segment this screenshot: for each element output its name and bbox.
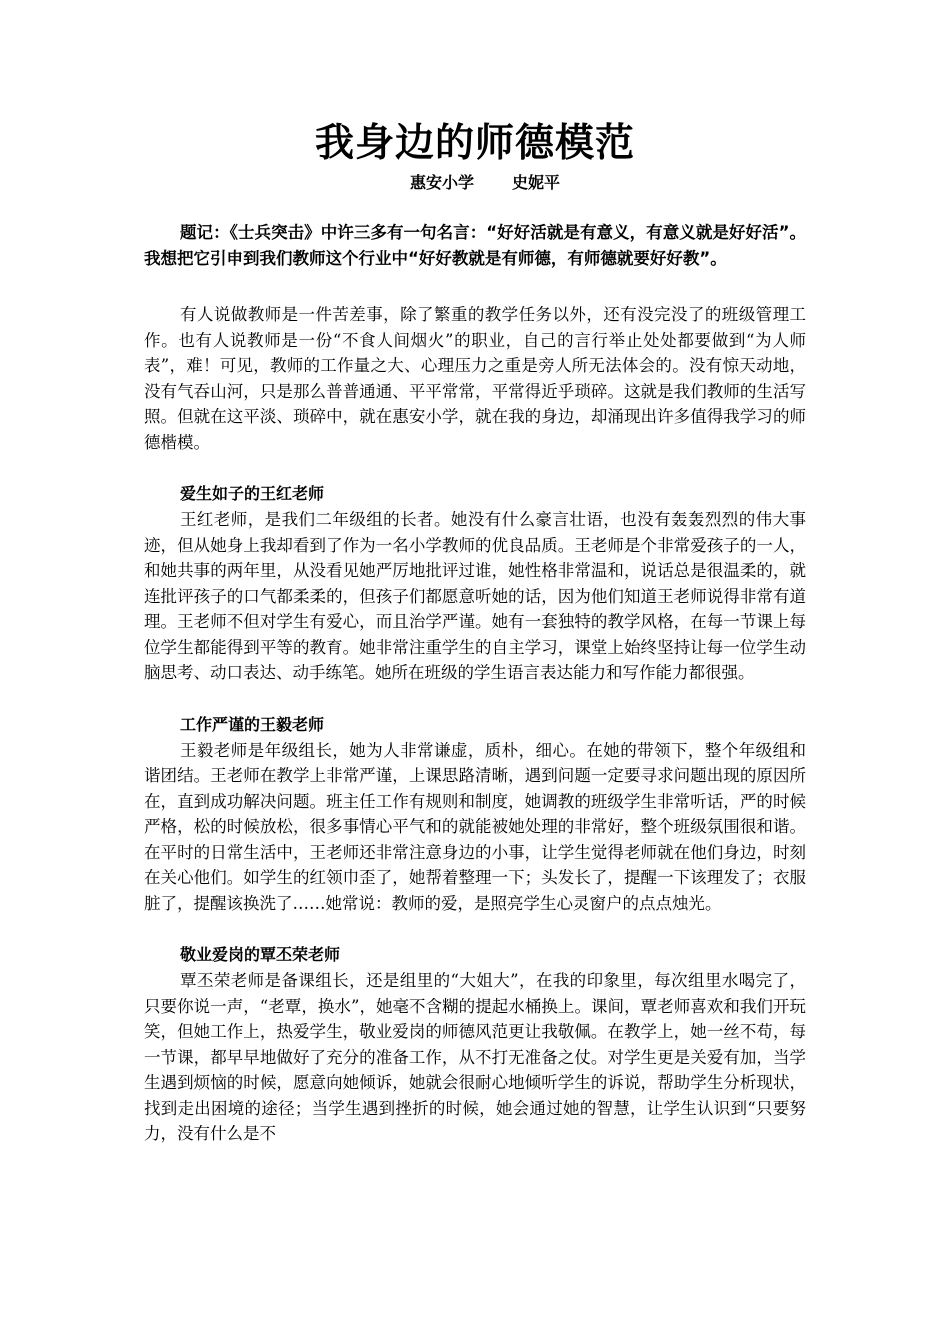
section-qin-pirong: [144, 942, 806, 1147]
byline-author: 史妮平: [512, 173, 561, 192]
section-body: 王毅老师是年级组长，她为人非常谦虚，质朴，细心。在她的带领下，整个年级组和谐团结。王老师在教学上非常严谨，上课思路清晰，遇到问题一定要寻求问题出现的原因所在，直到成功解决问题。班主任工作有规则和制度，她调教的班级学生非常听话，严的时候严格，松的时候放松，很多事情心平气和的就能被她处理的非常好，整个班级氛围很和谐。在平时的日常生活中，王老师还非常注意身边的小事，让学生觉得老师就在他们身边，时刻在关心他们。如学生的红领巾歪了，她帮着整理一下；头发长了，提醒一下该理发了；衣服脏了，提醒该换洗了……她常说：教师的爱，是照亮学生心灵窗户的点点烛光。: [144, 740, 806, 913]
section-heading: 工作严谨的王毅老师: [180, 714, 325, 734]
document-title: 我身边的师德模范: [314, 121, 635, 166]
byline: [144, 170, 806, 196]
section-heading: 敬业爱岗的覃丕荣老师: [180, 945, 341, 964]
section-body: 王红老师，是我们二年级组的长者。她没有什么豪言壮语，也没有轰轰烈烈的伟大事迹，但从她身上我却看到了作为一名小学教师的优良品质。王老师是个非常爱孩子的一人，和她共事的两年里，从没看见她严厉地批评过谁，她性格非常温和，说话总是很温柔的，就连批评孩子的口气都柔柔的，但孩子们都愿意听她的话，因为他们知道王老师说得非常有道理。王老师不但对学生有爱心，而且治学严谨。她有一套独特的教学风格，在每一节课上每位学生都能得到平等的教育。她非常注重学生的自主学习，课堂上始终坚持让每一位学生动脑思考、动口表达、动手练笔。她所在班级的学生语言表达能力和写作能力都很强。: [144, 510, 806, 682]
section-body: 覃丕荣老师是备课组长，还是组里的“大姐大”，在我的印象里，每次组里水喝完了，只要你说一声，“老覃，换水”，她毫不含糊的提起水桶换上。课间，覃老师喜欢和我们开玩笑，但她工作上，热爱学生，敬业爱岗的师德风范更让我敬佩。在教学上，她一丝不苟，每一节课，都早早地做好了充分的准备工作，从不打无准备之仗。对学生更是关爱有加，当学生遇到烦恼的时候，愿意向她倾诉，她就会很耐心地倾听学生的诉说，帮助学生分析现状，找到走出困境的途径；当学生遇到挫折的时候，她会通过她的智慧，让学生认识到“只要努力，没有什么是不: [144, 971, 806, 1143]
section-heading: 爱生如子的王红老师: [180, 484, 325, 503]
byline-school: 惠安小学: [409, 173, 474, 192]
intro-paragraph: 有人说做教师是一件苦差事，除了繁重的教学任务以外，还有没完没了的班级管理工作。也有人说教师是一份“不食人间烟火”的职业，自己的言行举止处处都要做到“为人师表”，难！可见，教师的工作量之大、心理压力之重是旁人所无法体会的。没有惊天动地，没有气吞山河，只是那么普普通通、平平常常，平常得近乎琐碎。这就是我们教师的生活写照。但就在这平淡、琐碎中，就在惠安小学，就在我的身边，却涌现出许多值得我学习的师德楷模。: [144, 305, 806, 452]
section-wang-yi: [144, 712, 806, 917]
section-wang-hong: [144, 481, 806, 686]
document-page: [144, 118, 806, 1147]
epigraph: 题记：《士兵突击》中许三多有一句名言：“好好活就是有意义，有意义就是好好活”。我想把它引申到我们教师这个行业中“好好教就是有师德，有师德就要好好教”。: [144, 223, 806, 268]
